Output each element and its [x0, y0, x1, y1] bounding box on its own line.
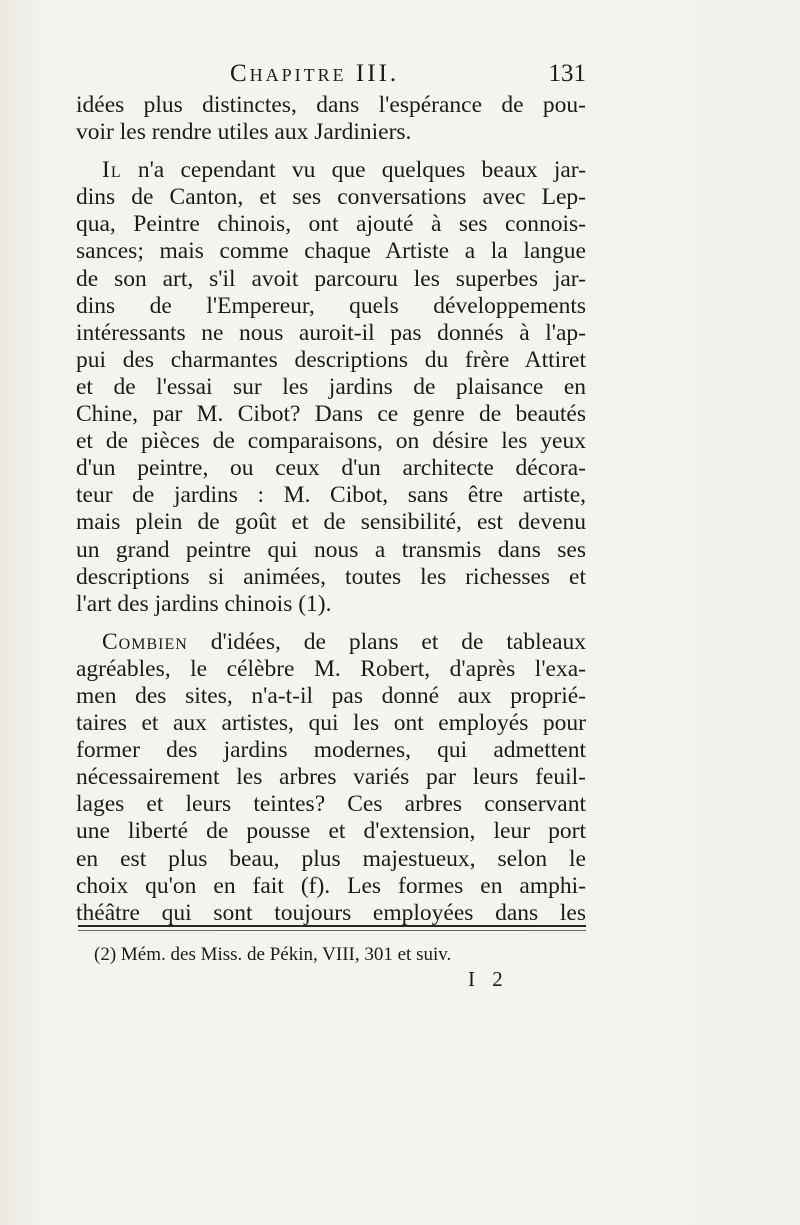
page-header	[78, 60, 586, 90]
page-number: 131	[548, 60, 586, 87]
paragraph-lead-word: Il	[102, 157, 122, 184]
text-line: men des sites, n'a-t-il pas donné aux proprié-	[76, 682, 586, 709]
first-line-rest: d'idées, de plans et de tableaux	[187, 628, 586, 655]
text-line: et de pièces de comparaisons, on désire les yeux	[76, 428, 586, 455]
signature-mark: I 2	[468, 967, 509, 991]
text-line: et de l'essai sur les jardins de plaisance en	[76, 373, 586, 400]
running-title: Chapitre III.	[230, 60, 400, 87]
text-line: qua, Peintre chinois, ont ajouté à ses connois-	[76, 211, 586, 238]
text-line: taires et aux artistes, qui les ont employés pour	[76, 710, 586, 737]
body-text	[76, 92, 586, 927]
text-line: l'art des jardins chinois (1).	[76, 590, 332, 617]
text-line: intéressants ne nous auroit-il pas donnés à l'ap-	[76, 319, 586, 346]
text-line: mais plein de goût et de sensibilité, est devenu	[76, 509, 586, 536]
first-line-rest: n'a cependant vu que quelques beaux jar-	[121, 157, 586, 184]
text-line: voir les rendre utiles aux Jardiniers.	[76, 119, 412, 146]
text-line: un grand peintre qui nous a transmis dans ses	[76, 536, 586, 563]
text-line: nécessairement les arbres variés par leurs feuil-	[76, 764, 586, 791]
paragraph-3	[76, 629, 586, 927]
footnote-rule	[78, 925, 586, 927]
text-line: lages et leurs teintes? Ces arbres conservant	[76, 791, 586, 818]
text-line: idées plus distinctes, dans l'espérance de pou-	[76, 92, 586, 118]
text-line: d'un peintre, ou ceux d'un architecte décora-	[76, 455, 586, 482]
text-line: dins de l'Empereur, quels développements	[76, 292, 586, 319]
text-line: dins de Canton, et ses conversations avec Lep-	[76, 184, 586, 211]
text-line: teur de jardins : M. Cibot, sans être artiste,	[76, 482, 586, 509]
paragraph-first-line	[76, 157, 586, 184]
text-line: théâtre qui sont toujours employées dans les	[76, 899, 586, 926]
footnote: (2) Mém. des Miss. de Pékin, VIII, 301 et suiv.	[94, 944, 452, 965]
text-line: de son art, s'il avoit parcouru les superbes jar-	[76, 265, 586, 292]
text-line: former des jardins modernes, qui admettent	[76, 737, 586, 764]
footnote-rule-thin	[78, 930, 586, 931]
text-line: sances; mais comme chaque Artiste a la langue	[76, 238, 586, 265]
text-line: choix qu'on en fait (f). Les formes en amphi-	[76, 872, 586, 899]
text-line: Chine, par M. Cibot? Dans ce genre de beautés	[76, 401, 586, 428]
paragraph-lead-word: Combien	[102, 628, 188, 655]
text-line: en est plus beau, plus majestueux, selon le	[76, 845, 586, 872]
paragraph-2	[76, 157, 586, 618]
text-line: descriptions si animées, toutes les richesses et	[76, 563, 586, 590]
text-line: une liberté de pousse et d'extension, leur port	[76, 818, 586, 845]
text-line: pui des charmantes descriptions du frère Attiret	[76, 346, 586, 373]
paragraph-first-line	[76, 629, 586, 656]
paragraph-1	[76, 92, 586, 146]
text-line: agréables, le célèbre M. Robert, d'après l'exa-	[76, 655, 586, 682]
